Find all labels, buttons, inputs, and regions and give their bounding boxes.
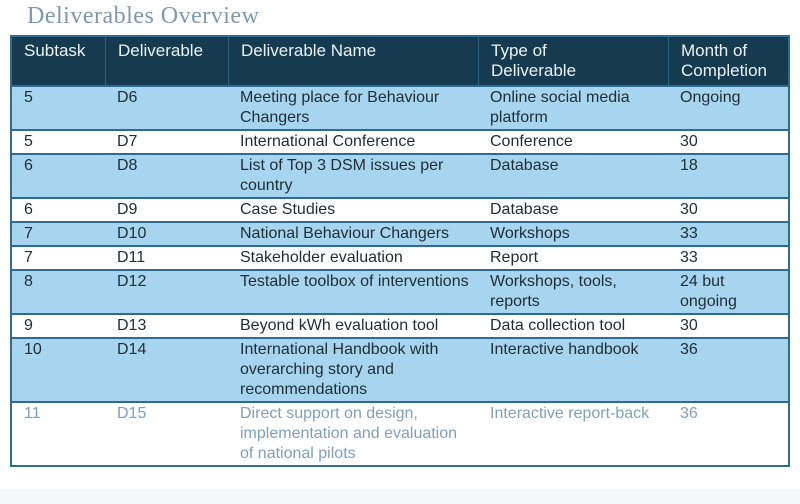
- cell-deliverable: D8: [117, 157, 138, 174]
- cell-subtask: 10: [24, 341, 42, 358]
- cell-deliverable-name: International Handbook with overarching story and recommendations: [240, 341, 439, 398]
- cell-month: 30: [680, 317, 698, 334]
- deliverables-table: [10, 35, 790, 467]
- page-title: Deliverables Overview: [27, 3, 260, 29]
- cell-deliverable-name: Case Studies: [240, 201, 336, 218]
- cell-subtask: 7: [24, 249, 33, 266]
- table-row: [12, 337, 788, 401]
- cell-type: Report: [490, 249, 539, 266]
- column-header-type-label: Type of Deliverable: [491, 41, 577, 80]
- cell-deliverable-name: Testable toolbox of interventions: [240, 273, 469, 290]
- table-row: [12, 197, 788, 221]
- cell-type: Conference: [490, 133, 573, 150]
- column-header-subtask-label: Subtask: [24, 41, 86, 60]
- table-row: [12, 129, 788, 153]
- cell-deliverable-name: Beyond kWh evaluation tool: [240, 317, 439, 334]
- cell-type: Workshops: [490, 225, 570, 242]
- cell-type: Interactive handbook: [490, 341, 639, 358]
- cell-deliverable-name: Meeting place for Behaviour Changers: [240, 89, 440, 126]
- cell-deliverable: D11: [117, 249, 146, 266]
- table-row: [12, 153, 788, 197]
- column-header-type: [478, 37, 668, 85]
- cell-deliverable-name: International Conference: [240, 133, 416, 150]
- cell-type: Interactive report-back: [490, 405, 650, 422]
- cell-deliverable: D12: [117, 273, 147, 290]
- column-header-deliverable-label: Deliverable: [118, 41, 204, 60]
- table-row: [12, 221, 788, 245]
- cell-type: Data collection tool: [490, 317, 626, 334]
- cell-deliverable: D9: [117, 201, 138, 218]
- cell-subtask: 7: [24, 225, 33, 242]
- cell-deliverable: D15: [117, 405, 147, 422]
- cell-subtask: 5: [24, 133, 33, 150]
- column-header-deliverable-name-label: Deliverable Name: [241, 41, 377, 60]
- cell-type: Database: [490, 201, 559, 218]
- cell-subtask: 8: [24, 273, 33, 290]
- cell-type: Workshops, tools, reports: [490, 273, 617, 310]
- table-row: [12, 269, 788, 313]
- cell-month: Ongoing: [680, 89, 741, 106]
- column-header-month: [668, 37, 788, 85]
- table-body: [12, 85, 788, 465]
- bottom-strip: [0, 489, 800, 504]
- table-row: [12, 313, 788, 337]
- cell-month: 30: [680, 201, 698, 218]
- cell-type: Online social media platform: [490, 89, 630, 126]
- cell-deliverable-name: Stakeholder evaluation: [240, 249, 403, 266]
- cell-deliverable-name: List of Top 3 DSM issues per country: [240, 157, 444, 194]
- cell-month: 33: [680, 225, 698, 242]
- cell-type: Database: [490, 157, 559, 174]
- cell-subtask: 6: [24, 157, 33, 174]
- table-row: [12, 401, 788, 465]
- cell-subtask: 6: [24, 201, 33, 218]
- cell-deliverable: D14: [117, 341, 147, 358]
- table-header-row: [12, 37, 788, 85]
- cell-deliverable: D6: [117, 89, 138, 106]
- table-row: [12, 245, 788, 269]
- cell-deliverable: D13: [117, 317, 147, 334]
- column-header-subtask: [12, 37, 105, 85]
- cell-subtask: 9: [24, 317, 33, 334]
- cell-deliverable: D10: [117, 225, 147, 242]
- cell-month: 30: [680, 133, 698, 150]
- cell-month: 36: [680, 341, 698, 358]
- cell-deliverable: D7: [117, 133, 138, 150]
- cell-month: 18: [680, 157, 698, 174]
- cell-deliverable-name: National Behaviour Changers: [240, 225, 450, 242]
- cell-deliverable-name: Direct support on design, implementation and evaluation of national pilots: [240, 405, 458, 462]
- title-band: [0, 0, 800, 35]
- cell-month: 33: [680, 249, 698, 266]
- cell-month: 24 but ongoing: [680, 273, 737, 310]
- cell-subtask: 11: [24, 405, 41, 422]
- column-header-deliverable-name: [228, 37, 478, 85]
- table-row: [12, 85, 788, 129]
- cell-subtask: 5: [24, 89, 33, 106]
- column-header-deliverable: [105, 37, 228, 85]
- column-header-month-label: Month of Completion: [681, 41, 767, 80]
- cell-month: 36: [680, 405, 698, 422]
